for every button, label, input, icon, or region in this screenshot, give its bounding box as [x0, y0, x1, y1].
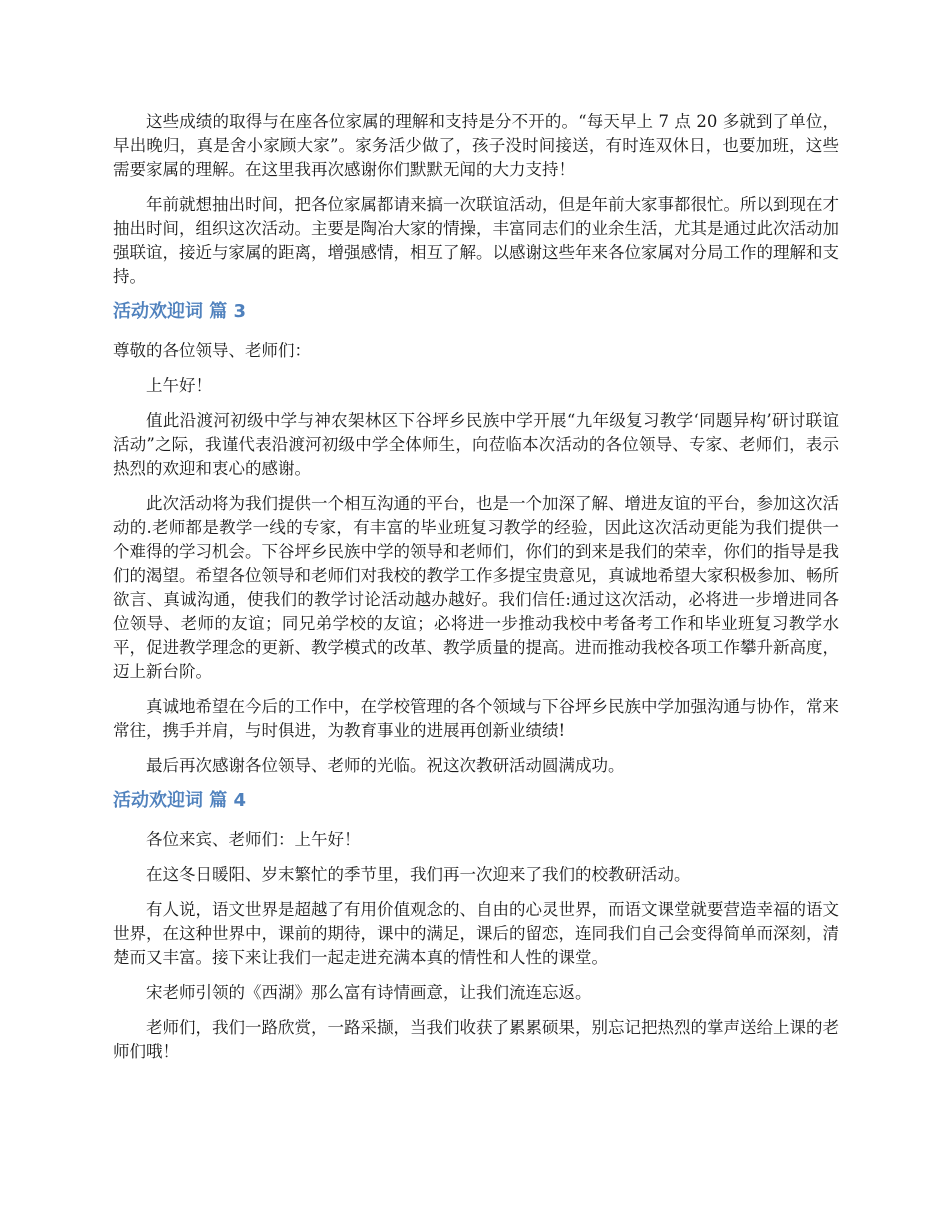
paragraph: 此次活动将为我们提供一个相互沟通的平台，也是一个加深了解、增进友谊的平台，参加这次活动的.老师都是教学一线的专家，有丰富的毕业班复习教学的经验，因此这次活动更能为我们提供一个难得的学习机会。下谷坪乡民族中学的领导和老师们，你们的到来是我们的荣幸，你们的指导是我们的渴望。希望各位领导和老师们对我校的教学工作多提宝贵意见，真诚地希望大家积极参加、畅所欲言、真诚沟通，使我们的教学讨论活动越办越好。我们信任:通过这次活动，必将进一步增进同各位领导、老师的友谊；同兄弟学校的友谊；必将进一步推动我校中考备考工作和毕业班复习教学水平，促进教学理念的更新、教学模式的改革、教学质量的提高。进而推动我校各项工作攀升新高度，迈上新台阶。 — [113, 494, 839, 681]
paragraph: 年前就想抽出时间，把各位家属都请来搞一次联谊活动，但是年前大家事都很忙。所以到现在才抽出时间，组织这次活动。主要是陶冶大家的情操，丰富同志们的业余生活，尤其是通过此次活动加强联谊，接近与家属的距离，增强感情，相互了解。以感谢这些年来各位家属对分局工作的理解和支持。 — [113, 195, 839, 286]
paragraph: 有人说，语文世界是超越了有用价值观念的、自由的心灵世界，而语文课堂就要营造幸福的语文世界，在这种世界中，课前的期待，课中的满足，课后的留恋，连同我们自己会变得简单而深刻，清楚而又丰富。接下来让我们一起走进充满本真的情性和人性的课堂。 — [113, 900, 839, 967]
paragraph: 真诚地希望在今后的工作中，在学校管理的各个领域与下谷坪乡民族中学加强沟通与协作，常来常往，携手并肩，与时俱进，为教育事业的进展再创新业绩绩! — [113, 697, 839, 740]
paragraph: 宋老师引领的《西湖》那么富有诗情画意，让我们流连忘返。 — [146, 983, 592, 1002]
greeting: 各位来宾、老师们：上午好！ — [146, 830, 361, 849]
paragraph: 值此沿渡河初级中学与神农架林区下谷坪乡民族中学开展“九年级复习教学‘同题异构’研讨联谊活动”之际，我谨代表沿渡河初级中学全体师生，向莅临本次活动的各位领导、专家、老师们，表示热烈的欢迎和衷心的感谢。 — [113, 411, 839, 478]
paragraph: 最后再次感谢各位领导、老师的光临。祝这次教研活动圆满成功。 — [146, 756, 625, 775]
paragraph: 老师们，我们一路欣赏，一路采撷，当我们收获了累累硕果，别忘记把热烈的掌声送给上课的老师们哦！ — [113, 1018, 839, 1061]
salutation: 尊敬的各位领导、老师们： — [113, 341, 311, 360]
document-page — [113, 110, 839, 1075]
paragraph: 在这冬日暖阳、岁末繁忙的季节里，我们再一次迎来了我们的校教研活动。 — [146, 865, 691, 884]
paragraph: 这些成绩的取得与在座各位家属的理解和支持是分不开的。“每天早上 7 点 20 多就到了单位，早出晚归，真是舍小家顾大家”。家务活少做了，孩子没时间接送，有时连双休日，也要加班，这些需要家属的理解。在这里我再次感谢你们默默无闻的大力支持！ — [113, 112, 839, 179]
section-heading-3: 活动欢迎词 篇 3 — [113, 301, 247, 322]
section-heading-4: 活动欢迎词 篇 4 — [113, 790, 247, 811]
greeting: 上午好！ — [146, 376, 212, 395]
